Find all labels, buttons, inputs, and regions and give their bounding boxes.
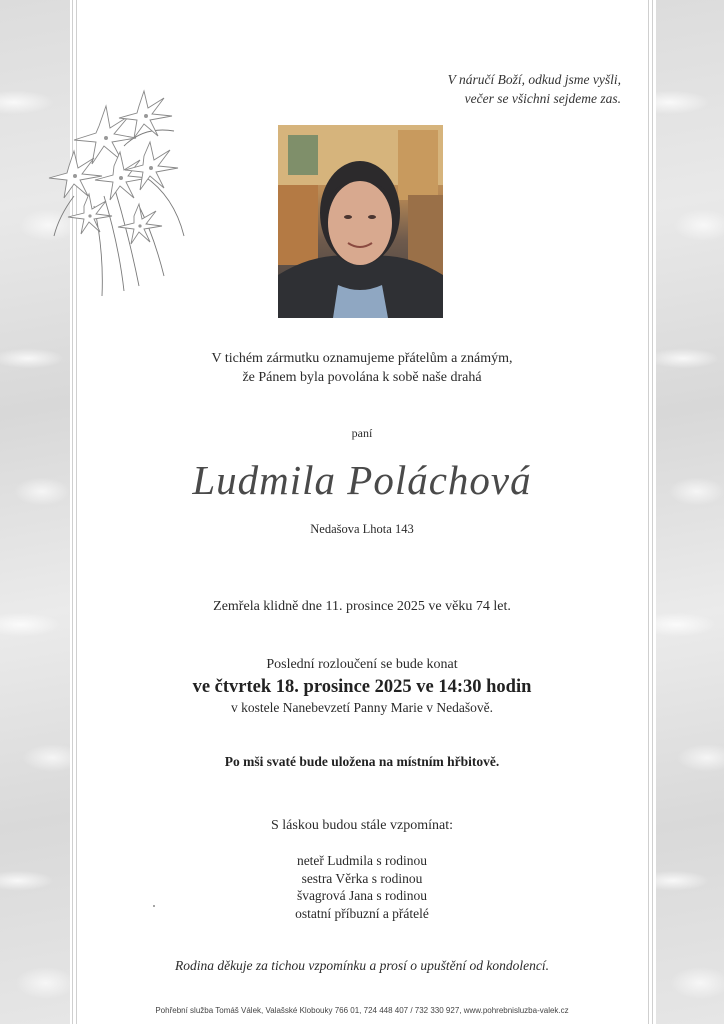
farewell-place: v kostele Nanebevzetí Panny Marie v Nedašově. (230, 700, 494, 715)
death-notice: Zemřela klidně dne 11. prosince 2025 ve věku 74 let. (213, 599, 511, 614)
address: Nedašova Lhota 143 (310, 522, 414, 536)
mourner-item: ostatní příbuzní a přátelé (295, 905, 429, 921)
thanks-text: Rodina děkuje za tichou vzpomínku a prosí o upuštění od kondolencí. (174, 958, 550, 973)
motto (448, 70, 621, 108)
motto-line: V náručí Boží, odkud jsme vyšli, (447, 72, 621, 87)
intro-text (0, 349, 724, 387)
remember-intro: S láskou budou stále vzpomínat: (271, 818, 453, 833)
lily-bouquet-icon (44, 86, 194, 301)
mourner-item: sestra Věrka s rodinou (301, 870, 423, 886)
speck (153, 905, 155, 907)
burial-notice: Po mši svaté bude uložena na místním hřbitově. (224, 754, 500, 769)
mourner-item: neteř Ludmila s rodinou (296, 853, 428, 868)
intro-line: že Pánem byla povolána k sobě naše drahá (242, 370, 482, 385)
deceased-name: Ludmila Poláchová (192, 457, 532, 503)
portrait-photo (278, 125, 443, 318)
farewell-date: ve čtvrtek 18. prosince 2025 ve 14:30 hodin (192, 677, 532, 697)
mourners-list (0, 852, 724, 922)
farewell-intro: Poslední rozloučení se bude konat (266, 657, 458, 672)
mourner-item: švagrová Jana s rodinou (296, 888, 428, 903)
title-prefix: paní (351, 426, 373, 440)
footer-text: Pohřební služba Tomáš Válek, Valašské Klobouky 766 01, 724 448 407 / 732 330 927, www.pohrebnisluzba-valek.cz (155, 1006, 569, 1015)
intro-line: V tichém zármutku oznamujeme přátelům a známým, (211, 351, 513, 366)
motto-line: večer se všichni sejdeme zas. (464, 91, 621, 106)
